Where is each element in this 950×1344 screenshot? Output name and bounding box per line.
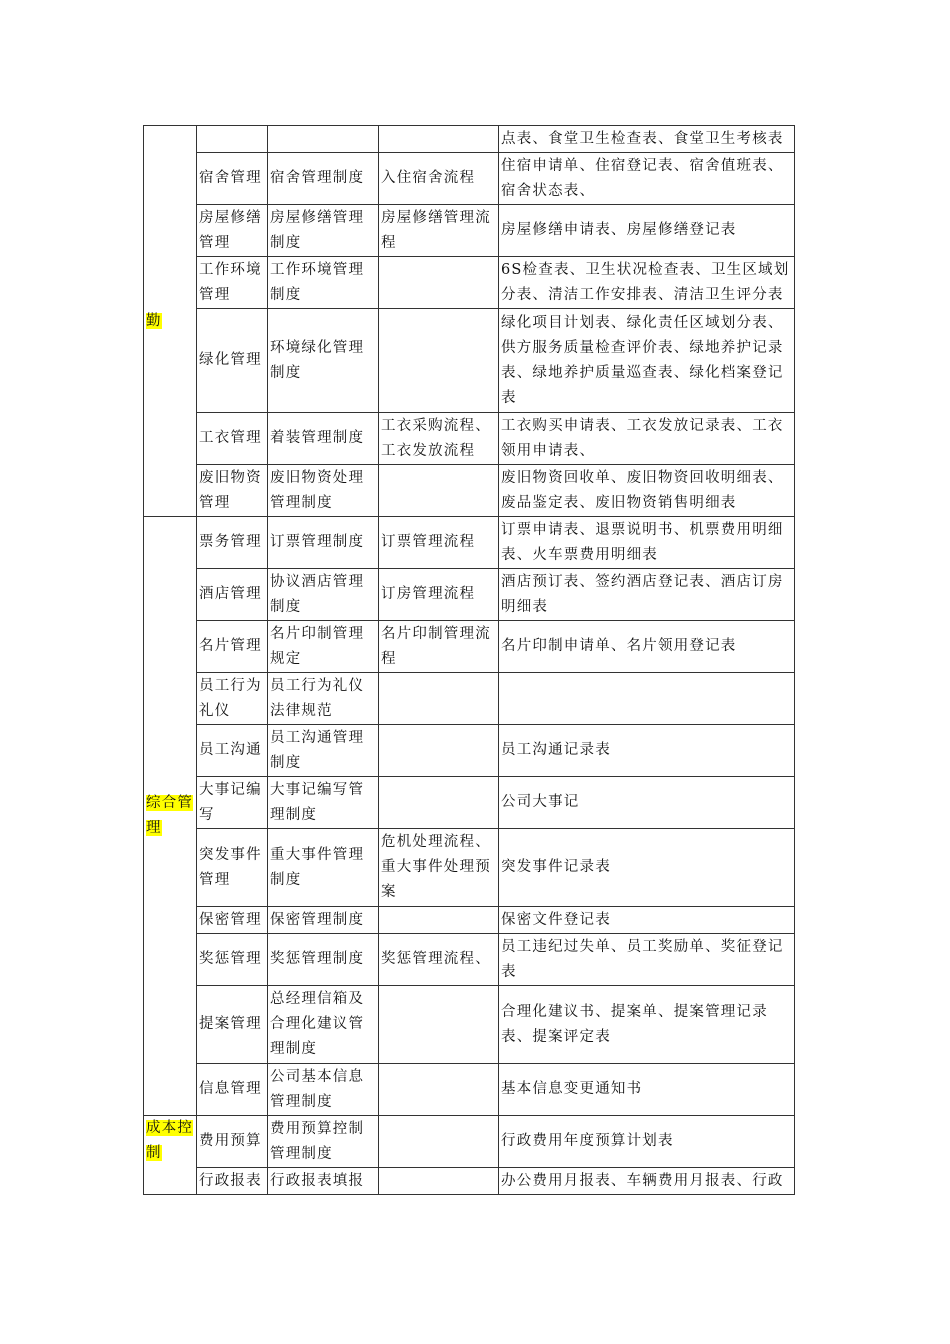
table-row: [144, 309, 795, 413]
process-cell: [379, 1064, 499, 1116]
forms-cell: 合理化建议书、提案单、提案管理记录表、提案评定表: [499, 986, 795, 1064]
category-label: 成本控制: [146, 1120, 194, 1161]
forms-cell: 工衣购买申请表、工衣发放记录表、工衣领用申请表、: [499, 413, 795, 465]
process-cell: 房屋修缮管理流程: [379, 205, 499, 257]
item-cell: 绿化管理: [197, 309, 268, 413]
process-cell: 危机处理流程、重大事件处理预案: [379, 829, 499, 907]
item-cell: 费用预算: [197, 1116, 268, 1168]
item-cell: 员工沟通: [197, 725, 268, 777]
system-cell: 公司基本信息管理制度: [268, 1064, 379, 1116]
process-cell: [379, 126, 499, 153]
table-row: [144, 986, 795, 1064]
process-cell: 入住宿舍流程: [379, 153, 499, 205]
item-cell: 宿舍管理: [197, 153, 268, 205]
forms-cell: 点表、食堂卫生检查表、食堂卫生考核表: [499, 126, 795, 153]
system-cell: 环境绿化管理制度: [268, 309, 379, 413]
forms-cell: 酒店预订表、签约酒店登记表、酒店订房明细表: [499, 569, 795, 621]
system-cell: 总经理信箱及合理化建议管理制度: [268, 986, 379, 1064]
forms-cell: 突发事件记录表: [499, 829, 795, 907]
system-cell: 订票管理制度: [268, 517, 379, 569]
forms-cell: 房屋修缮申请表、房屋修缮登记表: [499, 205, 795, 257]
item-cell: 大事记编写: [197, 777, 268, 829]
process-cell: 奖惩管理流程、: [379, 934, 499, 986]
item-cell: 废旧物资管理: [197, 465, 268, 517]
process-cell: 订票管理流程: [379, 517, 499, 569]
item-cell: [197, 126, 268, 153]
forms-cell: 住宿申请单、住宿登记表、宿舍值班表、宿舍状态表、: [499, 153, 795, 205]
process-cell: [379, 1116, 499, 1168]
item-cell: 名片管理: [197, 621, 268, 673]
system-cell: 员工行为礼仪法律规范: [268, 673, 379, 725]
category-label: 综合管理: [146, 795, 194, 836]
system-cell: [268, 126, 379, 153]
table-row: [144, 673, 795, 725]
table-row: [144, 777, 795, 829]
forms-cell: 员工沟通记录表: [499, 725, 795, 777]
process-cell: [379, 309, 499, 413]
process-cell: [379, 1168, 499, 1195]
process-cell: [379, 986, 499, 1064]
forms-cell: 名片印制申请单、名片领用登记表: [499, 621, 795, 673]
item-cell: 保密管理: [197, 907, 268, 934]
process-cell: 订房管理流程: [379, 569, 499, 621]
process-cell: 工衣采购流程、工衣发放流程: [379, 413, 499, 465]
category-cell: [144, 126, 197, 517]
table-row: [144, 621, 795, 673]
item-cell: 提案管理: [197, 986, 268, 1064]
forms-cell: 基本信息变更通知书: [499, 1064, 795, 1116]
process-cell: 名片印制管理流程: [379, 621, 499, 673]
system-cell: 名片印制管理规定: [268, 621, 379, 673]
system-cell: 废旧物资处理管理制度: [268, 465, 379, 517]
system-cell: 员工沟通管理制度: [268, 725, 379, 777]
forms-cell: 公司大事记: [499, 777, 795, 829]
table-row: [144, 205, 795, 257]
system-cell: 费用预算控制管理制度: [268, 1116, 379, 1168]
table-row: [144, 153, 795, 205]
item-cell: 突发事件管理: [197, 829, 268, 907]
item-cell: 信息管理: [197, 1064, 268, 1116]
table-row: [144, 257, 795, 309]
process-cell: [379, 725, 499, 777]
item-cell: 酒店管理: [197, 569, 268, 621]
table-row: [144, 1064, 795, 1116]
forms-cell: 订票申请表、退票说明书、机票费用明细表、火车票费用明细表: [499, 517, 795, 569]
item-cell: 奖惩管理: [197, 934, 268, 986]
process-cell: [379, 257, 499, 309]
item-cell: 工衣管理: [197, 413, 268, 465]
system-cell: 协议酒店管理制度: [268, 569, 379, 621]
process-cell: [379, 907, 499, 934]
forms-cell: 绿化项目计划表、绿化责任区域划分表、供方服务质量检查评价表、绿地养护记录表、绿地养护质量巡查表、绿化档案登记表: [499, 309, 795, 413]
table-row: [144, 725, 795, 777]
system-cell: 保密管理制度: [268, 907, 379, 934]
table-row: [144, 413, 795, 465]
process-cell: [379, 465, 499, 517]
item-cell: 房屋修缮管理: [197, 205, 268, 257]
item-cell: 行政报表: [197, 1168, 268, 1195]
system-cell: 着装管理制度: [268, 413, 379, 465]
item-cell: 票务管理: [197, 517, 268, 569]
table-row: [144, 1116, 795, 1168]
forms-cell: [499, 673, 795, 725]
system-cell: 行政报表填报: [268, 1168, 379, 1195]
table-row: [144, 569, 795, 621]
category-cell: [144, 1116, 197, 1195]
forms-cell: 行政费用年度预算计划表: [499, 1116, 795, 1168]
table-row: [144, 1168, 795, 1195]
table-row: [144, 465, 795, 517]
table-row: [144, 126, 795, 153]
table-row: [144, 907, 795, 934]
system-cell: 重大事件管理制度: [268, 829, 379, 907]
forms-cell: 废旧物资回收单、废旧物资回收明细表、废品鉴定表、废旧物资销售明细表: [499, 465, 795, 517]
system-cell: 工作环境管理制度: [268, 257, 379, 309]
table-row: [144, 829, 795, 907]
item-cell: 工作环境管理: [197, 257, 268, 309]
system-cell: 宿舍管理制度: [268, 153, 379, 205]
forms-cell: 办公费用月报表、车辆费用月报表、行政: [499, 1168, 795, 1195]
system-cell: 房屋修缮管理制度: [268, 205, 379, 257]
table-row: [144, 517, 795, 569]
category-label: 勤: [146, 312, 162, 329]
forms-cell: 保密文件登记表: [499, 907, 795, 934]
admin-management-table: [143, 125, 795, 1195]
forms-cell: 6S检查表、卫生状况检查表、卫生区域划分表、清洁工作安排表、清洁卫生评分表: [499, 257, 795, 309]
table-row: [144, 934, 795, 986]
forms-cell: 员工违纪过失单、员工奖励单、奖征登记表: [499, 934, 795, 986]
system-cell: 奖惩管理制度: [268, 934, 379, 986]
process-cell: [379, 673, 499, 725]
process-cell: [379, 777, 499, 829]
system-cell: 大事记编写管理制度: [268, 777, 379, 829]
category-cell: [144, 517, 197, 1116]
item-cell: 员工行为礼仪: [197, 673, 268, 725]
